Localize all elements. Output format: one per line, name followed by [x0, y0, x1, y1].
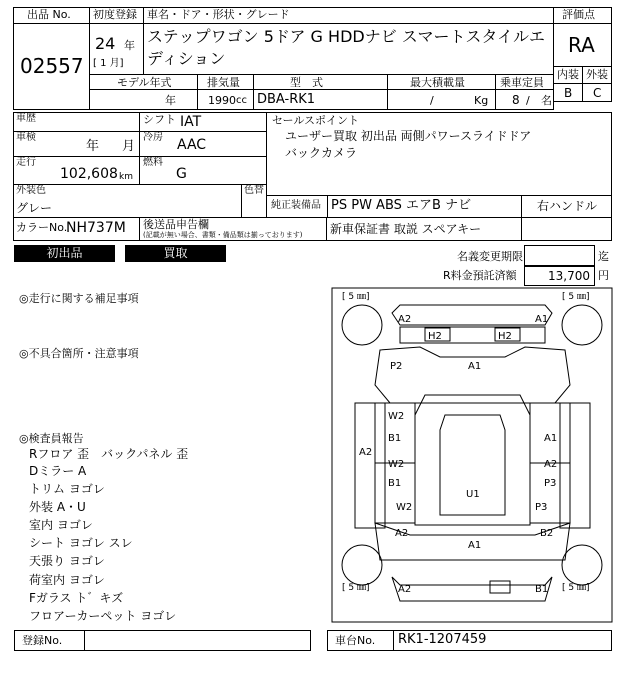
- tail-lamp: [490, 581, 510, 593]
- damage-code: A1: [468, 540, 482, 551]
- recycle-fee-value: 13,700: [548, 269, 590, 283]
- inspector-report-line: 外装 A・U: [29, 500, 86, 514]
- right-side-panel: [560, 403, 590, 528]
- exterior-color-value: グレー: [16, 201, 53, 215]
- mileage-unit: km: [119, 172, 133, 182]
- inspection-year: 年: [86, 139, 100, 154]
- vehicle-name-label: 車名・ドア・形状・グレード: [147, 8, 290, 21]
- tire-mark-front-right: [ 5 ㎜]: [562, 292, 590, 302]
- name-change-label: 名義変更期限: [457, 250, 523, 263]
- documents-note: (記載が無い場合、書類・備品類は揃っております): [143, 231, 303, 239]
- tire-front-right: [562, 305, 602, 345]
- documents-label: 後送品申告欄: [143, 218, 209, 231]
- recycle-fee-label: R料金預託済額: [443, 269, 517, 282]
- left-rear-door: [375, 463, 415, 523]
- interior-score-label: 内装: [557, 68, 579, 81]
- lot-number-label: 出品 No.: [27, 8, 71, 21]
- left-side-panel: [355, 403, 385, 528]
- model-year-label: モデル年式: [117, 76, 172, 89]
- exterior-score-label: 外装: [586, 68, 608, 81]
- inspector-report-line: 荷室内 ヨゴレ: [29, 573, 105, 587]
- registration-year: 24: [95, 34, 116, 53]
- score-label: 評価点: [562, 8, 595, 21]
- first-listing-tab: 初出品: [14, 245, 115, 262]
- equipment-value: PS PW ABS エアB ナビ: [331, 198, 472, 213]
- color-number-value: NH737M: [66, 220, 126, 236]
- damage-code: A1: [544, 433, 558, 444]
- registration-year-unit: 年: [124, 39, 135, 52]
- damage-code: A2: [544, 459, 558, 470]
- exterior-score: C: [593, 86, 602, 100]
- color-change-label: 色替: [244, 185, 264, 196]
- overall-score: RA: [568, 33, 595, 57]
- first-registration-label: 初度登録: [93, 8, 137, 21]
- tire-rear-right: [562, 545, 602, 585]
- tire-front-left: [342, 305, 382, 345]
- inspector-report-line: トリム ヨゴレ: [29, 482, 105, 496]
- model-type: DBA-RK1: [257, 92, 316, 107]
- right-rear-door: [530, 463, 570, 523]
- damage-code: A2: [395, 528, 409, 539]
- shift-value: IAT: [180, 114, 202, 130]
- damage-code: P3: [535, 502, 548, 513]
- displacement-label: 排気量: [207, 76, 240, 89]
- sales-point-line-2: バックカメラ: [285, 146, 358, 160]
- vehicle-name-line-1: ステップワゴン 5ドア G HDDナビ スマートスタイルエ: [147, 27, 545, 46]
- inspection-label: 車検: [16, 132, 36, 143]
- vehicle-name-line-2: ディション: [147, 49, 226, 68]
- damage-code: U1: [466, 489, 480, 500]
- tire-mark-rear-right: [ 5 ㎜]: [562, 583, 590, 593]
- damage-code: P3: [544, 478, 557, 489]
- max-load-slash: /: [430, 94, 434, 107]
- mileage-label: 走行: [16, 157, 36, 168]
- inspector-report-label: ◎検査員報告: [19, 432, 84, 445]
- inspector-report-line: 天張り ヨゴレ: [29, 554, 105, 568]
- fuel-label: 燃料: [143, 157, 163, 168]
- roof-panel: [440, 415, 505, 515]
- damage-code: B1: [388, 433, 402, 444]
- exterior-color-label: 外装色: [16, 185, 46, 196]
- displacement-unit: cc: [236, 95, 247, 106]
- inspector-report-line: Fガラス ト゛キズ: [29, 591, 124, 605]
- name-change-unit: 迄: [598, 250, 609, 263]
- type-label: 型 式: [290, 76, 323, 89]
- lot-number: 02557: [20, 54, 84, 78]
- max-load-label: 最大積載量: [410, 76, 465, 89]
- defect-notes-label: ◎不具合箇所・注意事項: [19, 347, 139, 360]
- displacement-value: 1990: [208, 94, 236, 107]
- front-bumper: [392, 305, 552, 325]
- driving-supplement-label: ◎走行に関する補足事項: [19, 292, 139, 305]
- capacity-slash: /: [526, 94, 530, 107]
- warranty-docs: 新車保証書 取説 スペアキー: [330, 222, 482, 236]
- inspection-month: 月: [122, 139, 136, 154]
- max-load-unit: Kg: [474, 94, 489, 107]
- name-change-field: [524, 245, 595, 266]
- damage-code: B2: [540, 528, 554, 539]
- equipment-label: 純正装備品: [271, 200, 321, 211]
- inspector-report-line: 室内 ヨゴレ: [29, 518, 93, 532]
- recycle-fee-unit: 円: [598, 269, 609, 282]
- inspector-report-line: フロアーカーペット ヨゴレ: [29, 609, 177, 623]
- damage-code: W2: [396, 502, 413, 513]
- purchase-tab: 買取: [125, 245, 226, 262]
- damage-code: B1: [388, 478, 402, 489]
- damage-code: A2: [359, 447, 373, 458]
- registration-month: [ 1 月]: [93, 58, 124, 69]
- damage-codes: [359, 314, 557, 595]
- chassis-number-label: 車台No.: [335, 634, 376, 647]
- inspector-report-line: Rフロア 歪 バックパネル 歪: [29, 447, 189, 461]
- damage-code: A2: [398, 314, 412, 325]
- sales-point-label: セールスポイント: [272, 114, 360, 127]
- tire-mark-front-left: [ 5 ㎜]: [342, 292, 370, 302]
- rear-bumper: [392, 577, 552, 601]
- capacity-label: 乗車定員: [500, 76, 544, 89]
- aircon-value: AAC: [177, 137, 207, 153]
- inspector-report-line: Dミラー A: [29, 464, 87, 478]
- aircon-label: 冷房: [143, 132, 163, 143]
- registration-number-label: 登録No.: [22, 634, 63, 647]
- history-label: 車歴: [16, 113, 36, 124]
- damage-code: A1: [535, 314, 549, 325]
- fuel-value: G: [176, 166, 187, 182]
- damage-code: B1: [535, 584, 549, 595]
- interior-score: B: [564, 86, 573, 100]
- mileage-value: 102,608: [60, 166, 118, 182]
- color-number-label: カラーNo.: [16, 221, 68, 234]
- chassis-number-value: RK1-1207459: [398, 632, 487, 647]
- tire-rear-left: [342, 545, 382, 585]
- sales-point-line-1: ユーザー買取 初出品 両側パワースライドドア: [285, 129, 532, 143]
- damage-code: W2: [388, 411, 405, 422]
- damage-code: H2: [428, 331, 442, 342]
- inspector-report-line: シート ヨゴレ スレ: [29, 536, 133, 550]
- steering-side: 右ハンドル: [537, 199, 598, 213]
- damage-code: P2: [390, 361, 403, 372]
- shift-label: シフト: [143, 113, 176, 126]
- headlight-strip: [400, 327, 545, 343]
- tire-mark-rear-left: [ 5 ㎜]: [342, 583, 370, 593]
- damage-code: A1: [468, 361, 482, 372]
- damage-code: H2: [498, 331, 512, 342]
- damage-code: A2: [398, 584, 412, 595]
- capacity-unit: 名: [541, 94, 552, 107]
- capacity-value: 8: [512, 93, 520, 107]
- damage-code: W2: [388, 459, 405, 470]
- vehicle-damage-diagram: [330, 285, 615, 625]
- model-year-unit: 年: [165, 94, 176, 107]
